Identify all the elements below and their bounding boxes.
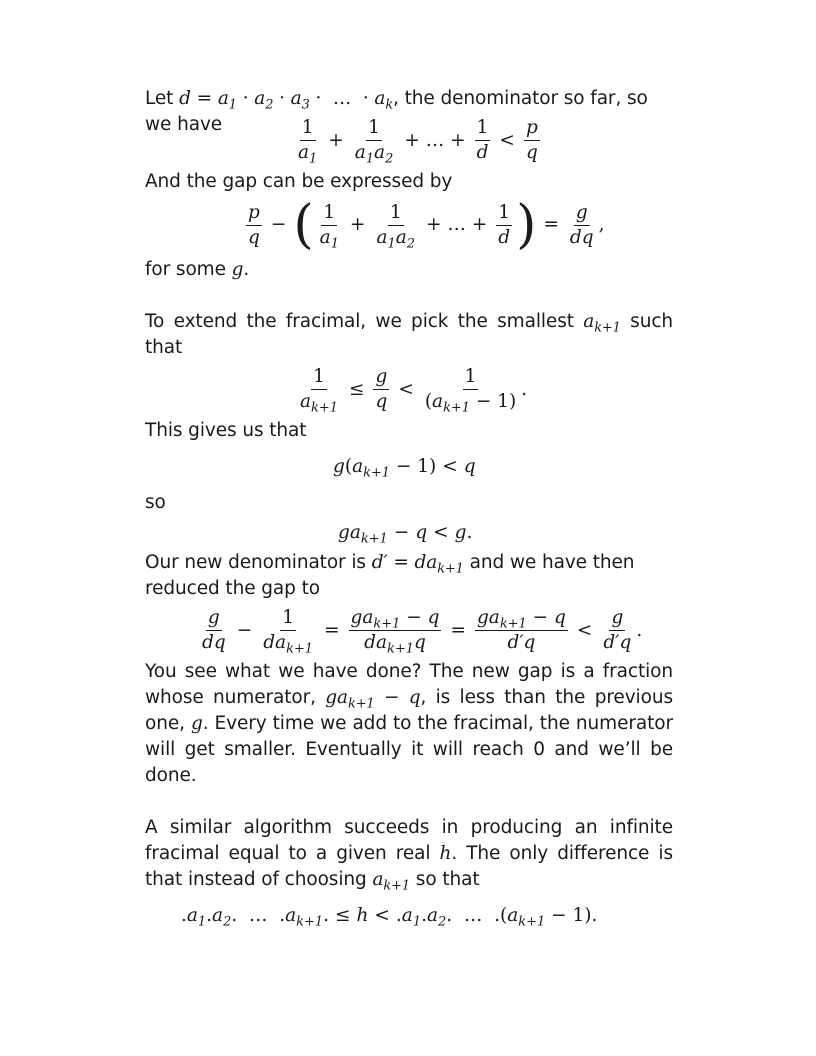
text-is-less: , is less than the previous one, <box>145 687 673 734</box>
text-denominator-so-far: , the denominator so far, so <box>393 88 648 109</box>
document-page <box>145 86 673 929</box>
text-for-some: for some <box>145 259 226 280</box>
equation-g-a-minus-q: $ga_{k+1}$ − q < g. <box>338 522 473 547</box>
equation-g-times: $g(a_{k+1} - 1)$ < q <box>333 456 476 481</box>
paragraph-this-gives <box>145 418 673 444</box>
text-similar-algorithm: A similar algorithm succeeds in producing an infinite fracimal equal to a given real <box>145 817 673 864</box>
equation-reduced-gap: $\frac{g}{dq}$ − $\frac{1}{da_{k+1}}$ = $\frac{ga_{k+1} - q}{da_{k+1}q}$ = $\frac{ga_{k+1} - q}{d'q}$ < $\frac{g}{d'q}$ . <box>202 607 643 657</box>
paragraph-similar-algorithm: A similar algorithm succeeds in producing an infinite fracimal equal to a given real h. The only difference is that instead of choosing $a_{k+1}$ so that <box>145 817 673 894</box>
math-d-definition: $d = a_1 \cdot a_2 \cdot a_3$ · … · $a_k$ <box>179 88 394 113</box>
text-and-we-have-then: and we have then <box>469 552 635 573</box>
paragraph-explanation: You see what we have done? The new gap is a fraction whose numerator, $ga_{k+1} - q$, is less than the previous one, g. Every time we add to the fracimal, the numerator will get smaller. Eventually it will reach 0 and we’ll be done. <box>145 661 673 786</box>
text-only-difference: . The only difference is that instead of choosing <box>145 843 673 890</box>
equation-partial-sum: $\frac{1}{a_1}$ + $\frac{1}{a_1a_2}$ + … + $\frac{1}{d}$ < $\frac{p}{q}$ <box>298 117 538 167</box>
text-this-gives: This gives us that <box>145 420 307 441</box>
text-gap-expressed: And the gap can be expressed by <box>145 171 453 192</box>
text-every-time: . Every time we add to the fracimal, the numerator will get smaller. Eventually it will reach 0 and we’ll be done. <box>145 713 673 786</box>
text-extend-fracimal: To extend the fracimal, we pick the smallest <box>145 311 574 332</box>
paragraph-new-denominator: Our new denominator is $d' = da_{k+1}$ and we have then reduced the gap to <box>145 552 635 599</box>
equation-real-bound: $.a_1.a_2$. … $.a_{k+1}$. ≤ h < $.a_1.a_2$. … $.(a_{k+1} - 1)$. <box>181 905 598 930</box>
text-new-denominator: Our new denominator is <box>145 552 366 573</box>
equation-bound: $\frac{1}{a_{k+1}}$ ≤ $\frac{g}{q}$ < $\frac{1}{(a_{k+1} - 1)}$ . <box>300 366 528 416</box>
paragraph-so <box>145 490 673 516</box>
paragraph-gap <box>145 169 673 195</box>
text-we-have: we have <box>145 114 223 135</box>
paragraph-for-some-g: for some g. <box>145 259 250 280</box>
equation-gap: $\frac{p}{q}$ − ( $\frac{1}{a_1}$ + $\frac{1}{a_1a_2}$ + … + $\frac{1}{d}$ ) = $\frac{g}{dq}$ , <box>248 195 605 255</box>
text-reduced-gap: reduced the gap to <box>145 578 320 599</box>
text-you-see: You see what we have done? The new gap is a fraction whose numerator, <box>145 661 673 708</box>
paragraph-extend: To extend the fracimal, we pick the smallest $a_{k+1}$ such that <box>145 311 674 358</box>
text-so: so <box>145 492 166 513</box>
text-let: Let <box>145 88 174 109</box>
text-such-that: such that <box>145 311 674 358</box>
text-so-that: so that <box>415 869 480 890</box>
